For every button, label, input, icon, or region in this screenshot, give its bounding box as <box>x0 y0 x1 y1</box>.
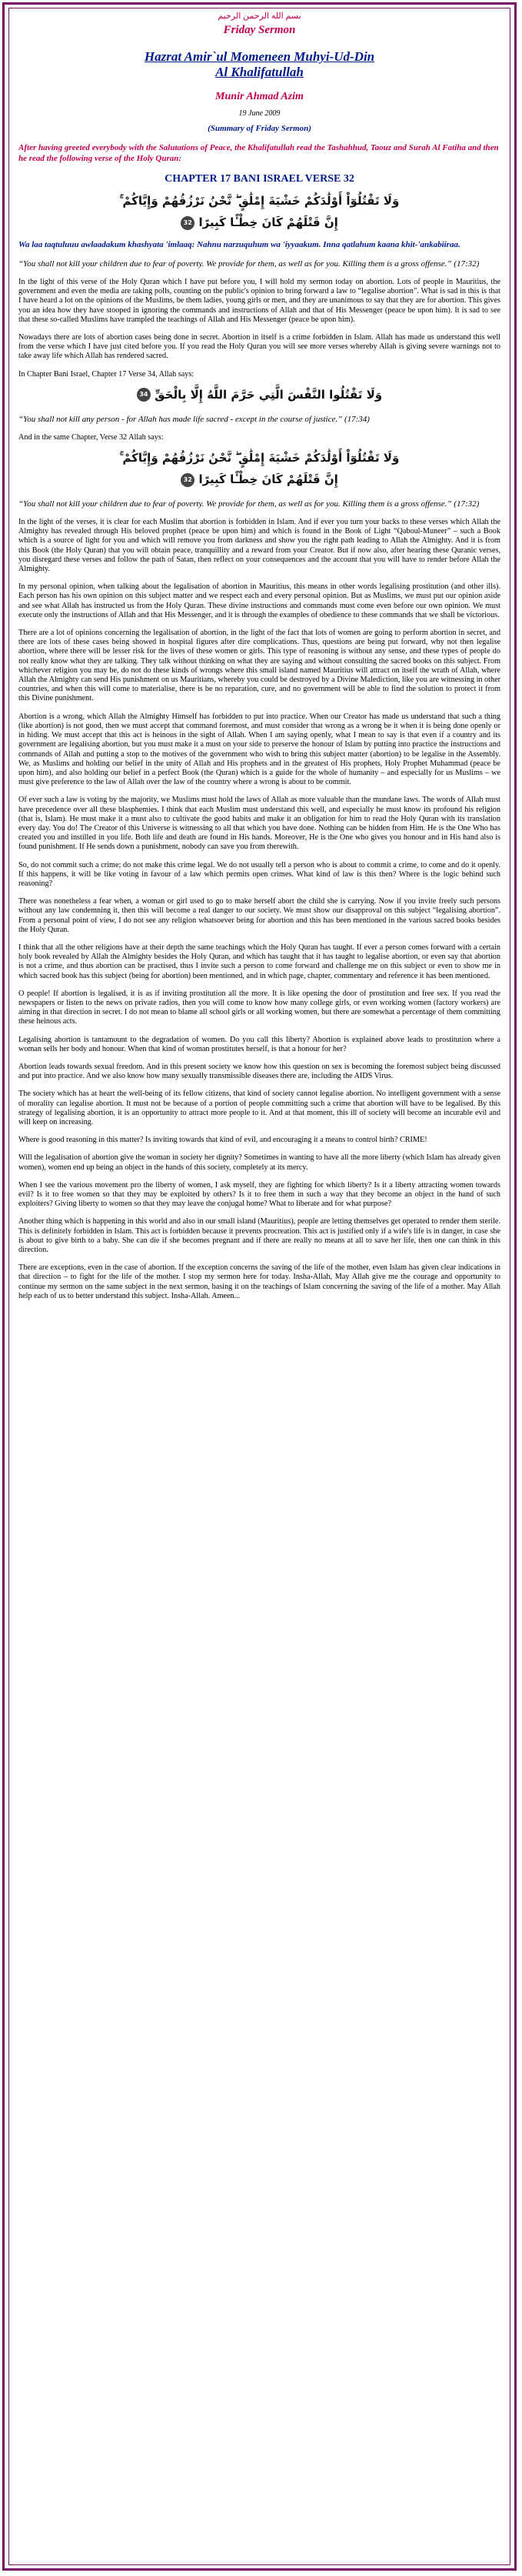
paragraph-14: Legalising abortion is tantamount to the degradation of women. Do you call this liberty? Abortion is explained above leads to prostitution where a woman sells her body and honour. When that kind of woman prostitutes herself, is that a honour for her? <box>18 1035 500 1053</box>
ayah-number-icon: 32 <box>181 473 195 487</box>
speaker-line-1: Hazrat Amir`ul Momeneen Muhyi-Ud-Din <box>144 49 375 64</box>
paragraph-4: And in the same Chapter, Verse 32 Allah says: <box>18 432 164 442</box>
paragraph-13: O people! If abortion is legalised, it is as if inviting prostitution all the more. It is like opening the door of prostitution and free sex. If you read the newspapers or listen to the news on private radios, then you will come to know how many college girls, or even working women (factory workers) are aiming in that direction in secret. I do not mean to blame all school girls or all working women, but there are somewhat a percentage of them committing these heinous acts. <box>18 989 500 1026</box>
sermon-document <box>8 8 510 2565</box>
paragraph-17: Where is good reasoning in this matter? Is inviting towards that kind of evil, and encouraging it a means to control birth? CRIME! <box>18 1136 427 1145</box>
paragraph-7: There are a lot of opinions concerning the legalisation of abortion, in the light of the fact that lots of women are going to perform abortion in secret, and there are lots of these cases being showed in hospital figures after dire complications. Thus, questions are being put forward, why not then legalise abortion, where there will be lesser risk for the lives of these women or girls. This type of reasoning is without any sense, and these types of people do not really know what they are talking. They talk without thinking on what they are saying and without consulting the sacred books on this subject. From whichever religion you may be, do not do these kinds of wrongs where this small island named Mauritius will attract on itself the wrath of Allah, where Allah the Almighty can send His punishment on us Mauritians, whereby you could be destroyed by a Divine Malediction, like you are witnessing in other countries, and when this will come to materialise, there is be no reparation, cure, and no government will be able to find the solution to protect it from this Divine punishment. <box>18 629 500 703</box>
paragraph-21: There are exceptions, even in the case of abortion. If the exception concerns the saving of the life of the mother, even Islam has given clear indications in that direction – to fight for the life of the mother. I stop my sermon here for today. Insha-Allah, May Allah give me the courage and opportunity to continue my sermon on the same subject in the next sermon, basing it on the teachings of Islam concerning the saving of the life of a mother. May Allah help each of us to better understand this subject. Insha-Allah. Ameen... <box>18 1263 500 1300</box>
paragraph-20: Another thing which is happening in this world and also in our small island (Mauritius), people are letting themselves get operated to render them sterile. This is definitely forbidden in Islam. This act is forbidden because it prevents procreation. This act is justified only if a wife's life is in danger, in case she is about to give birth to a baby. She can die if she becomes pregnant and if there are really no means at all to save her life, then one can think in this direction. <box>18 1217 500 1255</box>
verse-34-arabic-text: وَلَا تَقْتُلُوا النَّفْسَ الَّتِي حَرَّمَ اللَّهُ إِلَّا بِالْحَقِّ <box>155 387 383 402</box>
paragraph-11: There was nonetheless a fear when, a woman or girl used to go to make herself abort the child she is carrying. Now if you invite freely such persons without any law condemning it, then this will become a real danger to our society. We must show our disapproval on this subject “legalising abortion”. From a personal point of view, I do not see any religion whatsoever being for abortion and this has been mentioned in the various sacred books besides the Holy Quran. <box>18 897 500 934</box>
verse-32-arabic-line-2 <box>18 469 500 490</box>
paragraph-6: In my personal opinion, when talking about the legalisation of abortion in Mauritius, this means in other words legalising prostitution (and other ills). Each person has his own opinion on this subject matter and we respect each and every personal opinion. But as Muslims, we must put our opinion aside and see what Allah has instructed us from the Holy Quran. These divine instructions and commands must come even before our own opinion. We must execute only the instructions of Allah and that His Messenger, and it is through the examples of obedience to these commands that we shall be victorious. <box>18 582 500 619</box>
intro-text: After having greeted everybody with the Salutations of Peace, the Khalifatullah read the Tashahhud, Taouz and Surah Al Fatiha and then he read the following verse of the Holy Quran: <box>18 143 499 163</box>
paragraph-2: Nowadays there are lots of abortion cases being done in secret. Abortion in itself is a crime forbidden in Islam. Allah has made us understand this well from the verse which I have just cited before you. If you read the Holy Quran you will see more verses whereby Allah is giving severe warnings not to take away life which Allah has rendered sacred. <box>18 333 500 361</box>
verse-32-arabic-line-2 <box>18 212 500 233</box>
paragraph-9: Of ever such a law is voting by the majority, we Muslims must hold the laws of Allah as more valuable than the mundane laws. The words of Allah must have precedence over all these blasphemies. I think that each Muslim must understand this well, and especially he must know its profound his religion (that is, Islam). He must make it a must also to cultivate the good habits and make it an obligation for him to read the Holy Quran with its translation every day. You do! The Creator of this Universe is witnessing to all that which you have done. Nothing can be hidden from Him. He is the One Who has created you and instilled in you life. Both life and death are found in His hands. Moreover, He is the One who gives you honour and in His hand also is found punishment. If He sends down a punishment, nobody can save you from therewith. <box>18 796 500 852</box>
verse-32-arabic-repeat <box>18 447 500 490</box>
verse-34-arabic <box>18 384 500 405</box>
paragraph-5: In the light of the verses, it is clear for each Muslim that abortion is forbidden in Islam. And if ever you turn your backs to these verses which Allah the Almighty has revealed through His beloved prophet (peace be upon him) and which is found in the Book of Light “Qaboul-Muneer” – such a Book which is a source of light for you and which will remove you from darkness and show you the right path leading to Allah the Almighty. And it is from this Book (the Holy Quran) that you will obtain peace, tranquillity and a reward from your Creator. But if now also, after hearing these Quranic verses, you disregard these verses and follow the path of Satan, then reflect on your consequences and the account that you will have to render before Allah the Almighty. <box>18 518 500 574</box>
document-title: Friday Sermon <box>223 24 296 36</box>
paragraph-10: So, do not commit such a crime; do not make this crime legal. We do not usually tell a person who is about to commit a crime, to come and do it openly. If this happens, it will be like voting in favour of a law which permits open crimes. What kind of law is this then? Where is the logic behind such reasoning? <box>18 860 500 888</box>
verse-32-translation: “You shall not kill your children due to fear of poverty. We provide for them, as well as for you. Killing them is a gross offense.” (17:32) <box>18 259 480 269</box>
speaker-line-2: Al Khalifatullah <box>215 65 304 79</box>
author-name: Munir Ahmad Azim <box>215 91 304 102</box>
paragraph-16: The society which has at heart the well-being of its fellow citizens, that kind of society cannot legalise abortion. No intelligent government with a sense of morality can legalise abortion. It must not be because of a portion of people committing such a crime that abortion will have to be legalised. By this strategy of legalising abortion, it is an opportunity to attract more people to it. And at that moment, this ill of society will become an incurable evil and will keep on increasing. <box>18 1089 500 1126</box>
page-border <box>2 2 517 2571</box>
ayah-number-icon: 32 <box>181 216 195 230</box>
verse-32-arabic-text: إِنَّ قَتْلَهُمْ كَانَ خِطْـًٔا كَبِيرًا <box>198 472 338 487</box>
verse-32-translation-repeat: “You shall not kill your children due to fear of poverty. We provide for them, as well as for you. Killing them is a gross offense.” (17:32) <box>18 499 480 509</box>
verse-32-arabic <box>18 190 500 233</box>
verse-32-arabic-line-1: وَلَا تَقْتُلُوٓاْ أَوْلَٰدَكُمْ خَشْيَةَ إِمْلَٰقٍ ۖ نَّحْنُ نَرْزُقُهُمْ وَإِيَّاكُمْ ۚ <box>119 451 400 465</box>
paragraph-3: In Chapter Bani Israel, Chapter 17 Verse 34, Allah says: <box>18 369 195 379</box>
sermon-date: 19 June 2009 <box>238 109 281 118</box>
ayah-number-icon: 34 <box>137 388 151 402</box>
chapter-heading: CHAPTER 17 BANI ISRAEL VERSE 32 <box>165 173 354 185</box>
verse-32-transliteration: Wa laa taqtuluuu awlaadakum khashyata 'imlaaq: Nahnu narzuquhum wa 'iyyaakum. Inna qatlahum kaana khit-'ankabiiraa. <box>18 240 460 249</box>
verse-32-arabic-text: إِنَّ قَتْلَهُمْ كَانَ خِطْـًٔا كَبِيرًا <box>198 215 338 229</box>
paragraph-19: When I see the various movement pro the liberty of women, I ask myself, they are fighting for which liberty? Is it a liberty attracting women towards evil? Is it to free women so that they may be exploited by others? Is it to free them in such a way that they become an object in the hand of such exploiters? Giving liberty to women so that they may leave the conjugal home? What to liberate and for what purpose? <box>18 1180 500 1209</box>
speaker-heading <box>18 49 500 80</box>
verse-34-translation: “You shall not kill any person - for Allah has made life sacred - except in the course of justice.” (17:34) <box>18 414 370 424</box>
paragraph-12: I think that all the other religions have at their depth the same teachings which the Holy Quran has taught. If ever a person comes forward with a certain holy book revealed by Allah the Almighty besides the Holy Quran, and which has taught that it has taught to legalise abortion, or even say that abortion is not a crime, and thus abortion can be practised, thus I invite such a person to come forward and challenge me on this subject or even to show me in which sacred book has this subject (being for abortion) been mentioned, and in which page, chapter, commentary and reference it has been mentioned. <box>18 943 500 980</box>
paragraph-8: Abortion is a wrong, which Allah the Almighty Himself has forbidden to put into practice. When our Creator has made us understand that such a thing (like abortion) is not good, then we must accept that command foremost, and must consider that wrong as a wrong be it when it is being done openly or in hiding. We must accept that this act is heinous in the sight of Allah. When I am saying openly, what I mean to say is that even if a country and its government are legalising abortion, but you must make it a must on your side to preserve the honour of Islam by putting into practice the instructions and commands of Allah and putting a stop to the motives of the government who wish to bring this subject matter (abortion) to be legalise in the Assembly. We, as Muslims and holding our belief in the unity of Allah and His prophets and in the greatest of His prophets, Holy Prophet Muhammad (peace be upon him), and also holding our belief in a perfect Book (the Quran) which is a guide for the whole of humanity – and especially for us Muslims – we must give preference to the law of Allah over the law of the country where a wrong is about to be commit. <box>18 712 500 787</box>
paragraph-15: Abortion leads towards sexual freedom. And in this present society we know how this question on sex is becoming the foremost subject being discussed and put into practice. And we also know how many sexually transmissible diseases there are, including the AIDS Virus. <box>18 1062 500 1081</box>
paragraph-1: In the light of this verse of the Holy Quran which I have put before you, I will hold my sermon today on abortion. Lots of people in Mauritius, the government and even the media are taking polls, counting on the public's opinion to bring forward a law to “legalise abortion”. What is sad in this is that I have heard a lot on the opinions of the Muslims, be them ladies, young girls or men, and they are unanimous to say that they are for abortion. This gives you an idea how they have stooped in ignoring the commands and instructions of Allah and that of His Messenger (peace be upon him). It is sad to see that these so-called Muslims have trampled the teachings of Allah and His Messenger (peace be upon him). <box>18 278 500 324</box>
verse-32-arabic-line-1: وَلَا تَقْتُلُوٓاْ أَوْلَٰدَكُمْ خَشْيَةَ إِمْلَٰقٍ ۖ نَّحْنُ نَرْزُقُهُمْ وَإِيَّاكُمْ ۚ <box>119 194 400 208</box>
summary-label: (Summary of Friday Sermon) <box>208 124 311 133</box>
paragraph-18: Will the legalisation of abortion give the woman in society her dignity? Sometimes in wanting to have all the more liberty (which Islam has already given women), women end up being an object in the hands of this society, completely at its mercy. <box>18 1153 500 1172</box>
basmala: بسم الله الرحمن الرحيم <box>218 12 301 21</box>
